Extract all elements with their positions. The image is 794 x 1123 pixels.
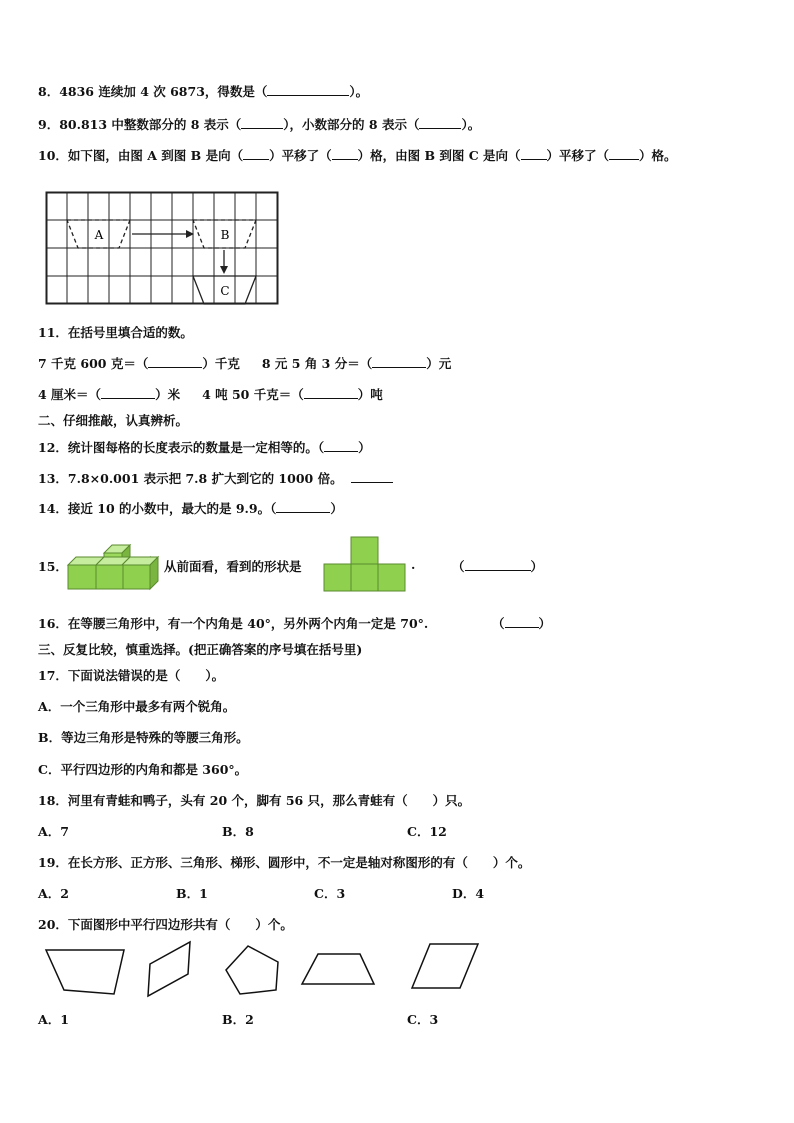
question-17 [38,666,224,684]
question-15-number: 15． [38,559,68,574]
answer-blank[interactable] [372,355,426,368]
question-text: 在长方形、正方形、三角形、梯形、圆形中，不一定是轴对称图形的有（ ）个。 [67,855,531,870]
front-cubes [68,557,158,589]
conversion-unit: ）吨 [357,387,383,402]
question-16 [38,614,428,632]
paren-open: （ [492,616,505,631]
shape-parallelogram-2 [412,944,478,988]
conversion-2: 8 元 5 角 3 分＝（ [261,356,373,371]
conversion-unit: ）米 [155,387,181,402]
answer-blank[interactable] [243,147,269,160]
question-12 [38,438,371,456]
question-text: 如下图，由图 A 到图 B 是向（ [67,148,244,163]
option-c[interactable]: C．12 [407,824,447,839]
answer-blank[interactable] [148,355,202,368]
option-c[interactable]: C．3 [407,1012,439,1027]
question-15-dot: . [411,557,416,572]
paren-close: ） [530,559,544,574]
question-text-mid: ），小数部分的 8 表示（ [283,117,420,132]
arrow-b-to-c [220,266,228,274]
question-text-tail: ）。 [461,117,481,132]
label-b: B [220,228,230,242]
question-text: 在括号里填合适的数。 [67,325,193,340]
question-16-answer [492,614,551,632]
conversion-3: 4 厘米＝（ [38,387,102,402]
question-14 [38,499,343,517]
shape-irregular-quadrilateral [46,950,124,994]
question-text: 4836 连续加 4 次 6873，得数是（ [59,84,268,99]
question-text: 接近 10 的小数中，最大的是 9.9。（ [67,501,277,516]
question-10 [38,146,677,164]
section-2-heading: 二、仔细推敲，认真辨析。 [38,413,189,428]
question-number: 9． [38,117,60,132]
section-3-heading: 三、反复比较，慎重选择。(把正确答案的序号填在括号里) [38,642,363,657]
q11-row-1 [38,354,451,372]
question-text: 河里有青蛙和鸭子，头有 20 个，脚有 56 只，那么青蛙有（ ）只。 [67,793,471,808]
answer-blank[interactable] [465,558,531,571]
answer-blank[interactable] [609,147,639,160]
option-b[interactable]: B．等边三角形是特殊的等腰三角形。 [38,730,249,745]
question-number: 12． [38,440,68,455]
question-text: 7.8×0.001 表示把 7.8 扩大到它的 1000 倍。 [67,471,343,486]
question-15-text: 从前面看，看到的形状是 [164,559,302,574]
shape-trapezoid [302,954,374,984]
option-a[interactable]: A．7 [38,824,69,839]
question-text-tail: ）格。 [639,148,677,163]
question-13 [38,469,393,487]
question-number: 19． [38,855,68,870]
conversion-unit: ）元 [426,356,452,371]
question-number: 18． [38,793,68,808]
question-15-answer [452,557,543,575]
paren-close: ） [538,616,552,631]
question-text-tail: ） [358,440,371,455]
answer-blank[interactable] [419,116,461,129]
question-text-mid: ）平移了（ [269,148,332,163]
answer-blank[interactable] [267,83,349,96]
question-20 [38,915,293,933]
option-d[interactable]: D．4 [452,886,485,901]
question-number: 20． [38,917,68,932]
question-number: 8． [38,84,60,99]
quadrilaterals-figure [44,940,484,1000]
answer-blank[interactable] [351,470,393,483]
answer-blank[interactable] [276,500,330,513]
question-text: 80.813 中整数部分的 8 表示（ [59,117,242,132]
label-c: C [220,284,230,298]
question-text-tail: ）。 [349,84,369,99]
question-number: 17． [38,668,68,683]
conversion-1: 7 千克 600 克＝（ [38,356,149,371]
question-19 [38,853,530,871]
question-text: 在等腰三角形中，有一个内角是 40°，另外两个内角一定是 70°. [67,616,429,631]
question-number: 14． [38,501,68,516]
option-a[interactable]: A．一个三角形中最多有两个锐角。 [38,699,236,714]
option-c[interactable]: C．3 [314,886,346,901]
shape-pentagon [226,946,278,994]
option-b[interactable]: B．8 [222,824,254,839]
q11-row-2 [38,385,383,403]
option-a[interactable]: A．1 [38,1012,69,1027]
label-a: A [94,228,104,242]
question-number: 16． [38,616,68,631]
question-text: 下面说法错误的是（ ）。 [67,668,225,683]
answer-blank[interactable] [505,615,539,628]
option-a[interactable]: A．2 [38,886,69,901]
question-9 [38,115,480,133]
answer-blank[interactable] [241,116,283,129]
question-text-mid: ）格，由图 B 到图 C 是向（ [357,148,521,163]
question-text: 统计图每格的长度表示的数量是一定相等的。（ [67,440,325,455]
answer-blank[interactable] [304,386,358,399]
answer-blank[interactable] [324,439,358,452]
question-number: 13． [38,471,68,486]
question-text-tail: ） [330,501,343,516]
answer-blank[interactable] [101,386,155,399]
option-b[interactable]: B．2 [222,1012,254,1027]
question-18 [38,791,470,809]
question-8 [38,82,368,100]
front-view-answer-figure [322,536,408,592]
question-text: 下面图形中平行四边形共有（ ）个。 [67,917,293,932]
answer-blank[interactable] [521,147,547,160]
answer-blank[interactable] [332,147,358,160]
option-b[interactable]: B．1 [176,886,208,901]
question-number: 11． [38,325,68,340]
paren-open: （ [452,559,465,574]
cube-stack-3d-figure [66,543,162,591]
translation-grid-figure [46,192,280,306]
shape-parallelogram-1 [148,942,190,996]
question-text-mid: ）平移了（ [546,148,610,163]
option-c[interactable]: C．平行四边形的内角和都是 360°。 [38,762,248,777]
conversion-unit: ）千克 [202,356,240,371]
question-number: 10． [38,148,68,163]
question-11 [38,323,193,341]
conversion-4: 4 吨 50 千克＝（ [202,387,304,402]
